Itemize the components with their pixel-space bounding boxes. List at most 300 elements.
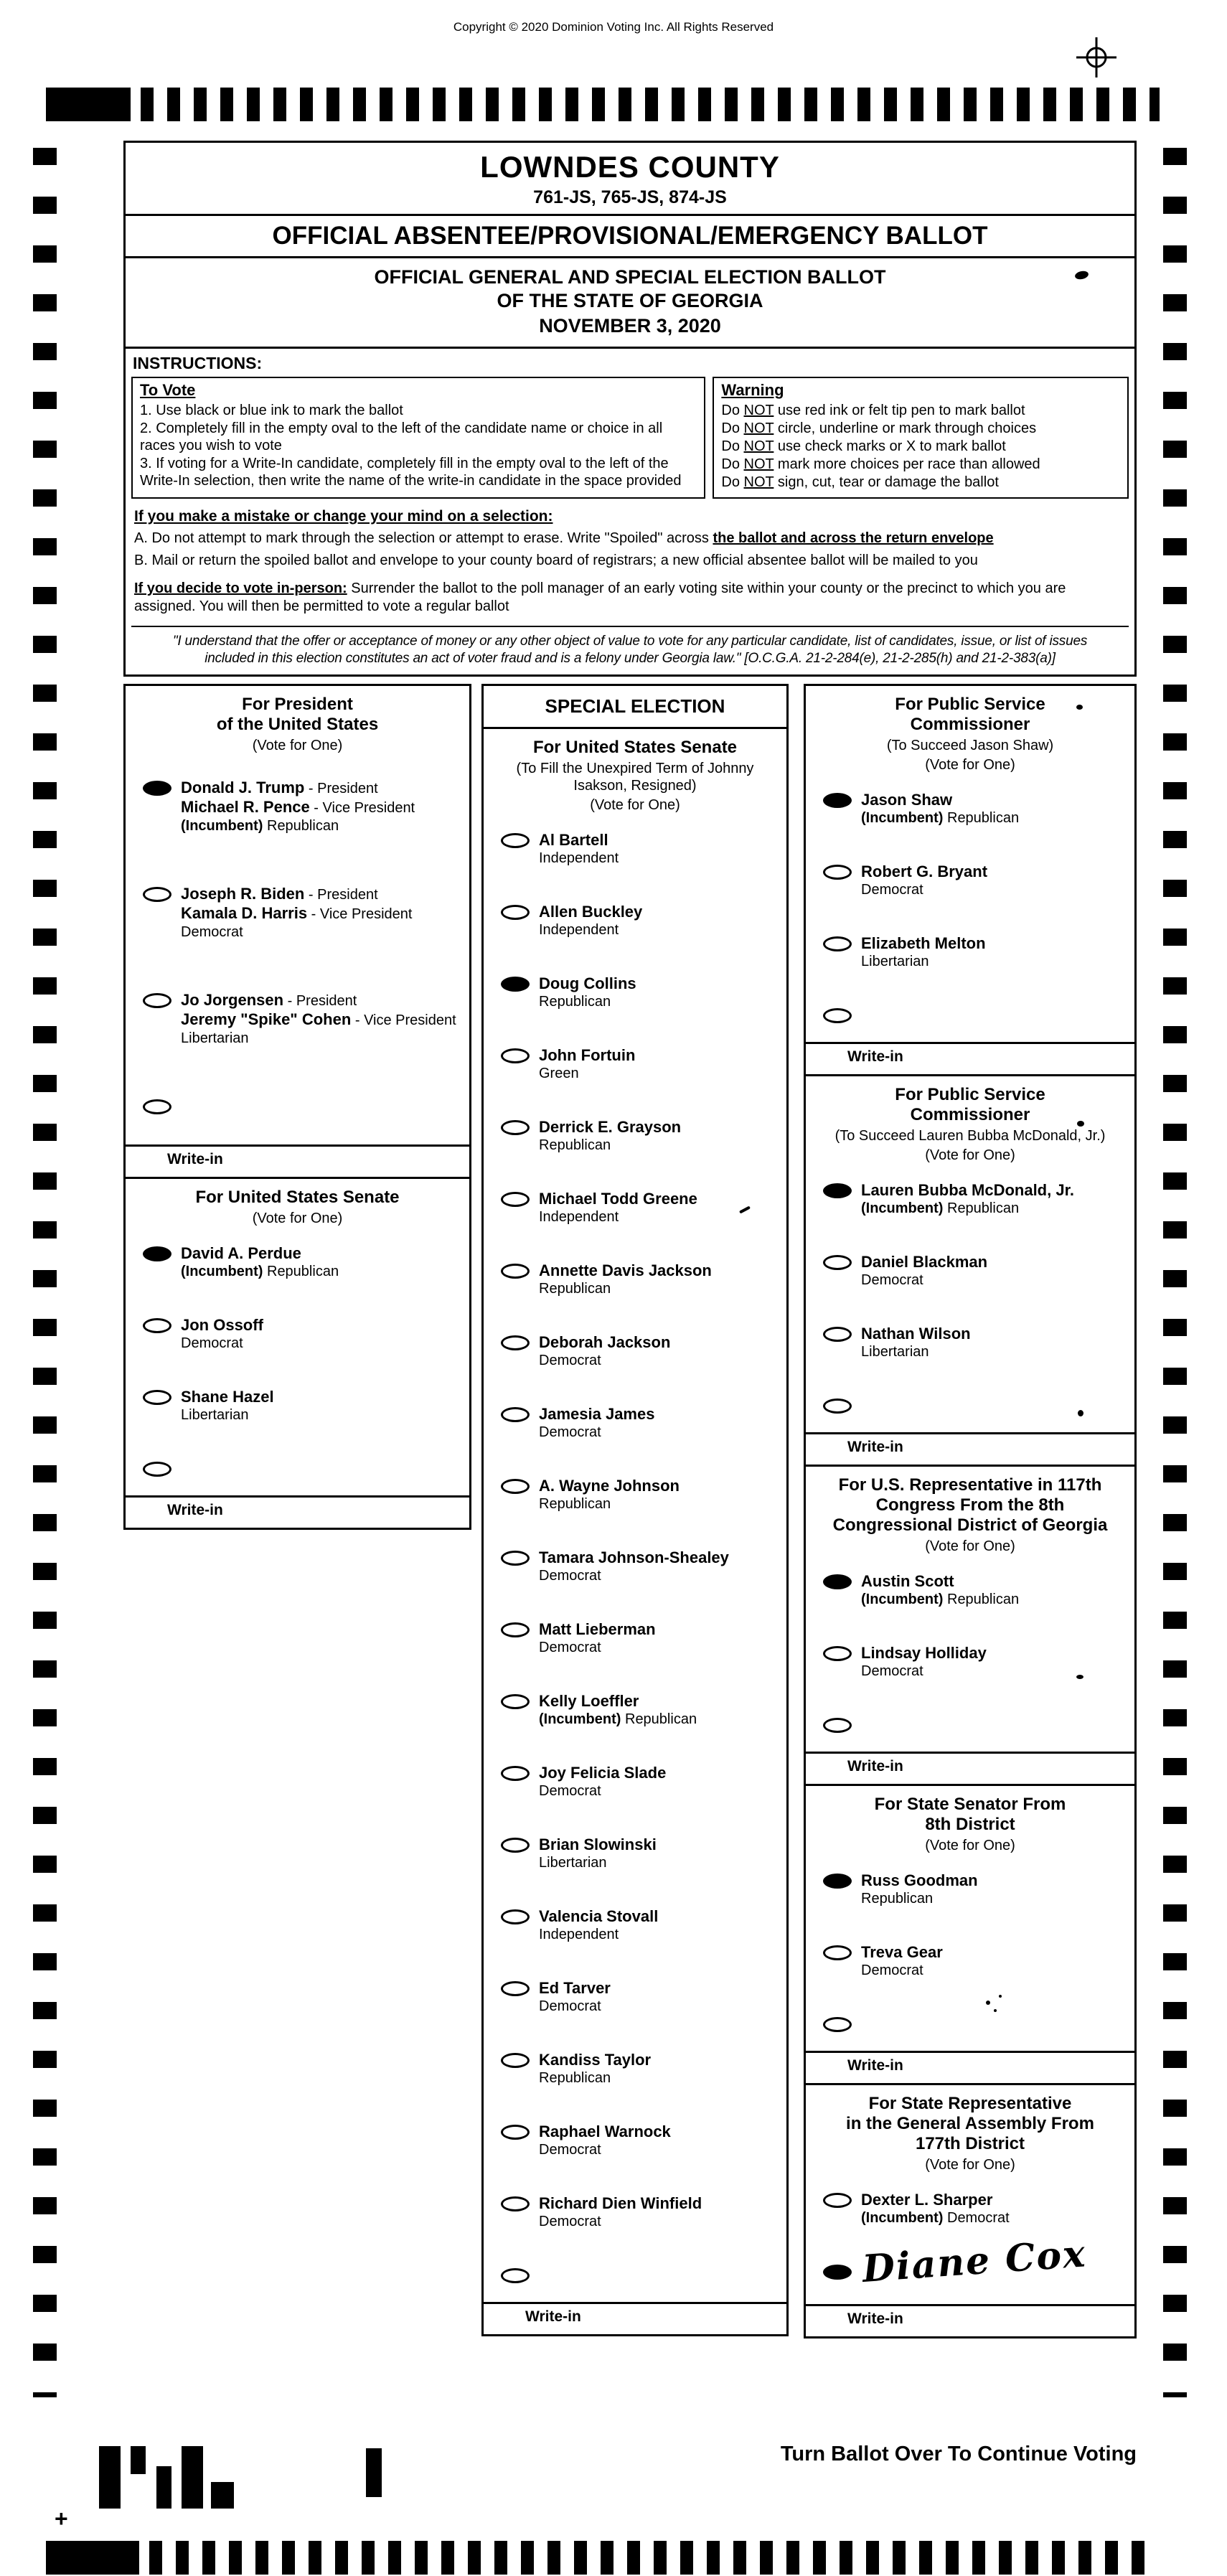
- candidate-text: [539, 2123, 671, 2158]
- candidate-party: Green: [539, 1066, 579, 1081]
- candidate-text: [861, 1644, 987, 1680]
- candidate-text: [861, 1253, 987, 1289]
- race-header: [126, 1179, 469, 1233]
- candidate-row: [143, 1244, 464, 1280]
- oval-empty[interactable]: [501, 1694, 530, 1709]
- instructions-section: [123, 349, 1137, 677]
- race-header: [126, 686, 469, 760]
- write-in-candidate-row: [823, 1716, 1129, 1734]
- candidate-row: [823, 934, 1129, 970]
- ballot-style-ids: 761-JS, 765-JS, 874-JS: [533, 187, 727, 207]
- race-title: 8th District: [925, 1815, 1015, 1834]
- oval-marked[interactable]: [501, 977, 530, 992]
- candidate-name: Jason Shaw: [861, 791, 953, 809]
- candidate-party: Republican: [539, 994, 611, 1010]
- mistake-step-a-emphasis: the ballot and across the return envelope: [713, 530, 994, 546]
- warning-item: Do NOT mark more choices per race than allowed: [721, 456, 1040, 472]
- candidate-name: Doug Collins: [539, 974, 636, 992]
- oval-empty[interactable]: [501, 2196, 530, 2211]
- candidate-party: (Incumbent) Republican: [861, 1200, 1020, 1216]
- candidate-name: Robert G. Bryant: [861, 862, 988, 880]
- write-in-section: [484, 2302, 786, 2334]
- warning-item: Do NOT use check marks or X to mark ballot: [721, 438, 1006, 454]
- candidate-row: [501, 1620, 781, 1656]
- candidate-text: [539, 1477, 680, 1513]
- oval-empty[interactable]: [823, 1718, 852, 1733]
- candidate-text: [861, 862, 987, 898]
- candidate-row: [823, 1325, 1129, 1360]
- candidate-name: Deborah Jackson: [539, 1333, 671, 1351]
- race-subtitle: (To Succeed Lauren Bubba McDonald, Jr.): [835, 1128, 1106, 1144]
- write-in-candidate-row: [823, 2015, 1129, 2034]
- race-candidates: [806, 1561, 1134, 1734]
- race-title: 177th District: [915, 2134, 1025, 2153]
- candidate-party: Democrat: [539, 1998, 601, 2014]
- candidate-party: Republican: [539, 2070, 611, 2086]
- race-header: [806, 1076, 1134, 1170]
- candidate-name: Donald J. Trump - President: [181, 779, 378, 796]
- candidate-row: [501, 2051, 781, 2087]
- to-vote-title: To Vote: [140, 381, 196, 399]
- candidate-row: [823, 791, 1129, 827]
- candidate-party: Democrat: [861, 1962, 923, 1978]
- candidate-text: [861, 1943, 943, 1979]
- candidate-party: Democrat: [539, 2214, 601, 2229]
- write-in-label: Write-in: [847, 1758, 903, 1774]
- candidate-name: Derrick E. Grayson: [539, 1118, 682, 1136]
- candidate-name: A. Wayne Johnson: [539, 1477, 680, 1495]
- race-header: [806, 1786, 1134, 1860]
- candidate-name: Lauren Bubba McDonald, Jr.: [861, 1181, 1075, 1199]
- candidate-row: [143, 1316, 464, 1352]
- candidate-text: [539, 974, 636, 1010]
- mistake-step-a: [134, 530, 1126, 547]
- oval-empty[interactable]: [823, 1399, 852, 1414]
- to-vote-item: 2. Completely fill in the empty oval to the left of the candidate name or choice in all races you wish to vote: [140, 420, 663, 453]
- write-in-candidate-row: [143, 1459, 464, 1478]
- candidate-row: [501, 1118, 781, 1154]
- in-person-text: Surrender the ballot to the poll manager of an early voting site within your county or the precinct to which you are assigned. You will then be permitted to vote a regular ballot: [134, 580, 1066, 614]
- oval-empty[interactable]: [501, 833, 530, 848]
- candidate-party: (Incumbent) Republican: [539, 1711, 697, 1727]
- race-candidates: [806, 1170, 1134, 1415]
- vote-for-instruction: (Vote for One): [925, 1147, 1015, 1163]
- candidate-text: [539, 1046, 635, 1082]
- to-vote-box: [131, 377, 705, 499]
- candidate-party: (Incumbent) Republican: [181, 1264, 339, 1279]
- oval-empty[interactable]: [501, 1264, 530, 1279]
- vote-for-instruction: (Vote for One): [925, 1838, 1015, 1853]
- ink-speck: [1077, 1121, 1084, 1127]
- oval-empty[interactable]: [823, 2017, 852, 2032]
- oval-marked[interactable]: [823, 1574, 852, 1589]
- ink-speck: [994, 2009, 997, 2012]
- oval-empty[interactable]: [823, 1327, 852, 1342]
- write-in-candidate-row: [823, 1006, 1129, 1025]
- candidate-text: [861, 934, 986, 970]
- oval-empty[interactable]: [143, 1462, 171, 1477]
- candidate-party: Republican: [861, 1891, 934, 1907]
- candidate-name: Al Bartell: [539, 831, 608, 849]
- timing-bars: [149, 2541, 1151, 2575]
- oval-empty[interactable]: [501, 1551, 530, 1566]
- candidate-text: [539, 1190, 697, 1226]
- candidate-row: [823, 862, 1129, 898]
- candidate-name: Ed Tarver: [539, 1979, 611, 1997]
- oval-empty[interactable]: [501, 1622, 530, 1637]
- timing-bars: [141, 88, 1160, 121]
- candidate-row: [501, 1477, 781, 1513]
- candidate-party: Democrat: [181, 924, 243, 940]
- candidate-row: [501, 1692, 781, 1728]
- oval-empty[interactable]: [143, 993, 171, 1008]
- candidate-row: [823, 2191, 1129, 2227]
- handwritten-write-in: Diane Cox: [860, 2232, 1088, 2291]
- candidate-name: Dexter L. Sharper: [861, 2191, 993, 2209]
- oval-empty[interactable]: [501, 1048, 530, 1063]
- oval-marked[interactable]: [143, 781, 171, 796]
- candidate-name: Treva Gear: [861, 1943, 943, 1961]
- oval-empty[interactable]: [823, 1255, 852, 1270]
- candidate-party: Republican: [539, 1496, 611, 1512]
- warning-item: Do NOT use red ink or felt tip pen to mark ballot: [721, 403, 1025, 418]
- candidate-text: [181, 1388, 274, 1424]
- candidate-party: Democrat: [181, 1335, 243, 1351]
- mistake-step-a-text: A. Do not attempt to mark through the selection or attempt to erase. Write "Spoiled" across: [134, 530, 713, 546]
- vote-for-instruction: (Vote for One): [590, 797, 680, 813]
- write-in-label: Write-in: [847, 1048, 903, 1065]
- candidate-name: Kelly Loeffler: [539, 1692, 639, 1710]
- candidate-row: [501, 974, 781, 1010]
- race-title: Congressional District of Georgia: [832, 1515, 1108, 1535]
- candidate-name: Jeremy "Spike" Cohen - Vice President: [181, 1010, 456, 1028]
- candidate-row: [501, 1190, 781, 1226]
- election-state: OF THE STATE OF GEORGIA: [497, 290, 763, 311]
- candidate-name: Elizabeth Melton: [861, 934, 986, 952]
- oval-empty[interactable]: [501, 1479, 530, 1494]
- corner-code-mark: [131, 2446, 146, 2474]
- race-box: [123, 684, 471, 1179]
- candidate-text: [539, 1333, 670, 1369]
- corner-code-mark: [182, 2446, 203, 2509]
- race-box: [804, 1784, 1137, 2085]
- candidate-row: [501, 2123, 781, 2158]
- warning-list: [721, 402, 1120, 491]
- write-in-section: [806, 1752, 1134, 1784]
- turn-ballot-over-note: Turn Ballot Over To Continue Voting: [780, 2443, 1137, 2465]
- race-box: [481, 727, 789, 2336]
- write-in-section: [126, 1144, 469, 1177]
- candidate-text: [539, 2051, 651, 2087]
- race-header: [484, 729, 786, 819]
- ballot-title-section: [126, 216, 1134, 258]
- candidate-row: [501, 1405, 781, 1441]
- candidate-name: Shane Hazel: [181, 1388, 274, 1406]
- oval-marked[interactable]: [823, 793, 852, 808]
- ballot-column-2: [481, 684, 789, 2336]
- election-title-section: [126, 258, 1134, 347]
- ballot-header: [123, 141, 1137, 349]
- candidate-name: David A. Perdue: [181, 1244, 301, 1262]
- write-in-candidate-row: [501, 2266, 781, 2285]
- oval-empty[interactable]: [823, 1945, 852, 1960]
- candidate-name: Jo Jorgensen - President: [181, 991, 357, 1009]
- write-in-section: [806, 1042, 1134, 1074]
- plus-registration-mark: +: [55, 2506, 68, 2532]
- election-date: NOVEMBER 3, 2020: [539, 315, 721, 337]
- timing-marks-right: [1163, 148, 1187, 2397]
- ballot-columns: [123, 684, 1137, 2338]
- candidate-name: Russ Goodman: [861, 1871, 978, 1889]
- write-in-section: [806, 2304, 1134, 2336]
- write-in-label: Write-in: [847, 1439, 903, 1455]
- candidate-row: [501, 1835, 781, 1871]
- warning-box: [713, 377, 1129, 499]
- candidate-name: Richard Dien Winfield: [539, 2194, 702, 2212]
- to-vote-item: 1. Use black or blue ink to mark the ballot: [140, 403, 403, 418]
- candidate-name: Daniel Blackman: [861, 1253, 988, 1271]
- warning-title: Warning: [721, 381, 784, 399]
- oval-marked[interactable]: [823, 1874, 852, 1889]
- race-title: For Public Service: [895, 1085, 1045, 1104]
- oval-marked[interactable]: [143, 1246, 171, 1261]
- candidate-name: Matt Lieberman: [539, 1620, 656, 1638]
- in-person-instructions: [134, 580, 1126, 616]
- candidate-text: [861, 1572, 1019, 1608]
- candidate-name: Kandiss Taylor: [539, 2051, 652, 2069]
- race-subtitle: (To Succeed Jason Shaw): [886, 738, 1054, 753]
- oval-empty[interactable]: [501, 2268, 530, 2283]
- race-candidates: [126, 1233, 469, 1478]
- race-candidates: [806, 2179, 1134, 2291]
- candidate-row: [501, 1764, 781, 1800]
- candidate-party: Democrat: [861, 1663, 923, 1679]
- race-box: [804, 2083, 1137, 2338]
- candidate-party: Libertarian: [181, 1407, 249, 1423]
- ink-speck: [1076, 705, 1083, 710]
- race-box: [123, 1177, 471, 1530]
- ballot-column-3: [804, 684, 1137, 2338]
- oval-empty[interactable]: [823, 936, 852, 951]
- candidate-text: [539, 1692, 697, 1728]
- candidate-text: [539, 2194, 702, 2230]
- timing-block: [46, 88, 131, 121]
- candidate-name: Austin Scott: [861, 1572, 954, 1590]
- candidate-party: Republican: [539, 1281, 611, 1297]
- candidate-name: Michael Todd Greene: [539, 1190, 697, 1208]
- oval-empty[interactable]: [501, 2125, 530, 2140]
- oval-empty[interactable]: [501, 1335, 530, 1350]
- candidate-row: [501, 1907, 781, 1943]
- oval-empty[interactable]: [501, 1838, 530, 1853]
- candidate-party: Democrat: [539, 2142, 601, 2158]
- candidate-row: [823, 1181, 1129, 1217]
- race-candidates: [484, 819, 786, 2285]
- candidate-text: [539, 831, 619, 867]
- candidate-party: Democrat: [539, 1783, 601, 1799]
- candidate-party: (Incumbent) Democrat: [861, 2210, 1010, 2226]
- candidate-party: (Incumbent) Republican: [861, 1592, 1020, 1607]
- write-in-label: Write-in: [167, 1151, 223, 1167]
- write-in-candidate-row: [823, 2232, 1129, 2291]
- oval-empty[interactable]: [823, 2193, 852, 2208]
- oval-empty[interactable]: [823, 865, 852, 880]
- write-in-section: [806, 2051, 1134, 2083]
- race-title: For U.S. Representative in 117th: [838, 1475, 1102, 1495]
- candidate-text: [539, 1979, 611, 2015]
- candidate-party: Democrat: [539, 1424, 601, 1440]
- candidate-row: [501, 1333, 781, 1369]
- candidate-text: [861, 1181, 1074, 1217]
- oval-empty[interactable]: [143, 1390, 171, 1405]
- race-box: [804, 684, 1137, 1076]
- ballot-title: OFFICIAL ABSENTEE/PROVISIONAL/EMERGENCY BALLOT: [272, 222, 988, 250]
- oval-empty[interactable]: [501, 1909, 530, 1924]
- ballot-content: [123, 141, 1137, 2338]
- candidate-row: [501, 1261, 781, 1297]
- candidate-text: [181, 779, 415, 835]
- mistake-instructions: [131, 499, 1129, 626]
- candidate-row: [143, 779, 464, 835]
- candidate-text: [539, 903, 642, 939]
- candidate-name: Raphael Warnock: [539, 2123, 671, 2140]
- write-in-section: [806, 1432, 1134, 1465]
- race-title: For United States Senate: [195, 1188, 400, 1207]
- candidate-party: Democrat: [539, 1640, 601, 1655]
- vote-for-instruction: (Vote for One): [925, 2157, 1015, 2173]
- candidate-party: (Incumbent) Republican: [861, 810, 1020, 826]
- race-title: Commissioner: [910, 1105, 1030, 1124]
- candidate-party: Libertarian: [181, 1030, 249, 1046]
- special-election-header: SPECIAL ELECTION: [481, 684, 789, 729]
- candidate-row: [823, 1253, 1129, 1289]
- candidate-party: Democrat: [861, 882, 923, 898]
- candidate-name: Michael R. Pence - Vice President: [181, 798, 415, 816]
- oval-empty[interactable]: [501, 1120, 530, 1135]
- candidate-text: [181, 1316, 263, 1352]
- race-box: [804, 1465, 1137, 1786]
- candidate-row: [143, 991, 464, 1047]
- corner-code-mark: [366, 2448, 382, 2497]
- ink-speck: [1076, 1675, 1083, 1679]
- candidate-row: [501, 831, 781, 867]
- to-vote-list: [140, 402, 697, 489]
- registration-mark-icon: [1076, 37, 1116, 77]
- corner-code-mark: [99, 2446, 121, 2509]
- oval-empty[interactable]: [501, 1192, 530, 1207]
- candidate-text: [861, 2191, 1010, 2227]
- candidate-name: John Fortuin: [539, 1046, 636, 1064]
- candidate-name: Nathan Wilson: [861, 1325, 971, 1343]
- candidate-text: [539, 1835, 657, 1871]
- instructions-boxes: [131, 377, 1129, 499]
- candidate-text: [860, 2232, 1088, 2291]
- oval-empty[interactable]: [823, 1008, 852, 1023]
- timing-marks-top: [46, 88, 1160, 121]
- write-in-label: Write-in: [847, 2311, 903, 2327]
- candidate-row: [501, 903, 781, 939]
- oval-empty[interactable]: [823, 1646, 852, 1661]
- oval-empty[interactable]: [143, 1318, 171, 1333]
- candidate-text: [861, 791, 1019, 827]
- candidate-name: Kamala D. Harris - Vice President: [181, 904, 413, 922]
- race-title: For State Representative: [868, 2094, 1072, 2113]
- candidate-party: Republican: [539, 1137, 611, 1153]
- oval-empty[interactable]: [501, 1407, 530, 1422]
- candidate-name: Annette Davis Jackson: [539, 1261, 712, 1279]
- candidate-text: [539, 1118, 681, 1154]
- candidate-name: Jamesia James: [539, 1405, 655, 1423]
- mistake-step-b: B. Mail or return the spoiled ballot and envelope to your county board of registrars; a new official absentee ballot will be mailed to you: [134, 553, 978, 568]
- candidate-party: Independent: [539, 850, 619, 866]
- race-title: For United States Senate: [532, 738, 738, 757]
- candidate-row: [501, 1979, 781, 2015]
- candidate-party: Libertarian: [861, 1344, 929, 1360]
- felony-notice: "I understand that the offer or acceptance of money or any other object of value to vote for any particular candidate, list of candidates, issue, or list of issues included in this election constitutes an act of voter fraud and is a felony under Georgia law." [O.C.G.A. 21-2-284(e), 21-2-285(h) and 21-2-383(a)]: [131, 626, 1129, 674]
- candidate-name: Allen Buckley: [539, 903, 643, 921]
- oval-empty[interactable]: [501, 1981, 530, 1996]
- oval-marked[interactable]: [823, 2265, 852, 2280]
- candidate-party: (Incumbent) Republican: [181, 818, 339, 834]
- race-box: [804, 1074, 1137, 1467]
- candidate-party: Independent: [539, 1927, 619, 1942]
- race-header: [806, 2085, 1134, 2179]
- vote-for-instruction: (Vote for One): [925, 1538, 1015, 1554]
- candidate-party: Independent: [539, 1209, 619, 1225]
- race-title: For State Senator From: [874, 1795, 1066, 1814]
- candidate-name: Joseph R. Biden - President: [181, 885, 378, 903]
- candidate-text: [539, 1405, 654, 1441]
- candidate-row: [823, 1644, 1129, 1680]
- candidate-text: [861, 1325, 971, 1360]
- candidate-text: [181, 991, 456, 1047]
- candidate-party: Democrat: [539, 1353, 601, 1368]
- county-section: [126, 143, 1134, 216]
- oval-empty[interactable]: [501, 1766, 530, 1781]
- candidate-party: Independent: [539, 922, 619, 938]
- timing-block: [46, 2541, 139, 2575]
- candidate-text: [181, 885, 412, 941]
- oval-empty[interactable]: [143, 887, 171, 902]
- vote-for-instruction: (Vote for One): [925, 757, 1015, 773]
- timing-marks-bottom: [46, 2541, 1151, 2575]
- oval-empty[interactable]: [143, 1099, 171, 1114]
- candidate-name: Brian Slowinski: [539, 1835, 657, 1853]
- candidate-name: Jon Ossoff: [181, 1316, 263, 1334]
- oval-empty[interactable]: [501, 2053, 530, 2068]
- vote-for-instruction: (Vote for One): [252, 1211, 343, 1226]
- write-in-candidate-row: [143, 1097, 464, 1116]
- candidate-row: [143, 1388, 464, 1424]
- oval-empty[interactable]: [501, 905, 530, 920]
- race-candidates: [806, 779, 1134, 1025]
- candidate-text: [181, 1244, 339, 1280]
- race-title: For President: [242, 695, 353, 714]
- candidate-text: [539, 1764, 666, 1800]
- candidate-name: Joy Felicia Slade: [539, 1764, 667, 1782]
- warning-item: Do NOT sign, cut, tear or damage the ballot: [721, 474, 999, 490]
- oval-marked[interactable]: [823, 1183, 852, 1198]
- candidate-row: [501, 1046, 781, 1082]
- candidate-name: Lindsay Holliday: [861, 1644, 987, 1662]
- corner-code-mark: [156, 2466, 171, 2509]
- candidate-row: [823, 1572, 1129, 1608]
- to-vote-item: 3. If voting for a Write-In candidate, completely fill in the empty oval to the left of the Write-In selection, then write the name of the write-in candidate in the space provided: [140, 456, 682, 489]
- ballot-column-1: [123, 684, 471, 1530]
- race-title: For Public Service: [895, 695, 1045, 714]
- ink-speck: [1078, 1410, 1083, 1416]
- candidate-party: Democrat: [539, 1568, 601, 1584]
